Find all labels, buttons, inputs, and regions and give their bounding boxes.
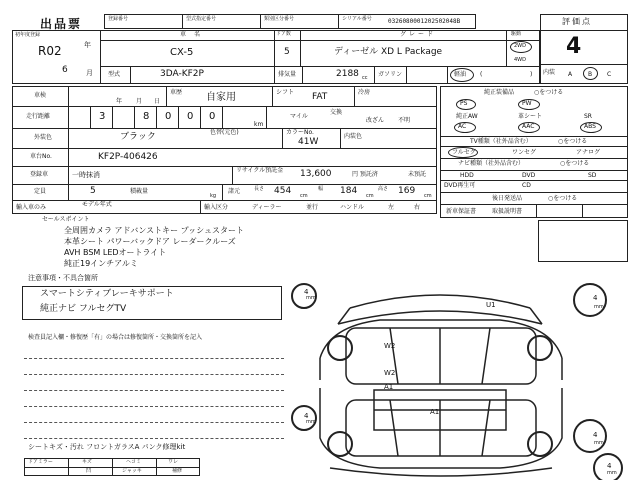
sales-point-line: 全周囲カメラ アドバンストキー プッシュスタート (64, 226, 244, 235)
car-name-label: 車名 (180, 31, 209, 38)
sales-points-label: セールスポイント (42, 216, 90, 223)
note-line: 純正ナビ フルセグTV (40, 304, 127, 314)
reg-no-label: 登録番号 (108, 16, 129, 22)
interior-color-label: 内装色 (344, 133, 363, 140)
sales-point-line: 純正19インチアルミ (64, 259, 138, 268)
tire-depth: 4 (593, 294, 598, 302)
doors-value: 5 (284, 47, 290, 57)
grade-name: ディーゼル XD L Package (334, 47, 443, 57)
score-label: 評価点 (562, 17, 592, 26)
reg-value: 一時抹消 (72, 171, 100, 179)
damage-mark: A1 (430, 408, 440, 416)
equip-item: 純正AW (456, 113, 478, 120)
category-label: 類別区分番号 (264, 16, 295, 22)
drive-label: 駆動 (511, 31, 522, 37)
displacement-value: 2188 (336, 69, 359, 79)
serial-number: 0326080001202502048B (388, 18, 461, 25)
displacement-label: 排気量 (278, 71, 297, 78)
usage-value: 自家用 (206, 92, 236, 103)
usage-label: 車歴 (170, 89, 183, 96)
mileage-digit: 8 (143, 111, 150, 122)
nav-option: HDD (460, 172, 474, 179)
drive-2wd: 2WD (514, 43, 526, 49)
recycle-label: リサイクル預託金 (236, 167, 284, 174)
note-line: スマートシティブレーキサポート (40, 289, 174, 299)
drive-4wd: 4WD (514, 57, 526, 63)
color-label: 外装色 (34, 134, 53, 141)
tire-depth: 4 (593, 431, 598, 439)
recycle-not: 未預託 (408, 171, 427, 178)
car-damage-diagram (290, 268, 640, 480)
mileage-unit: km (254, 121, 264, 128)
tv-option: アナログ (576, 149, 601, 156)
length-value: 454 (274, 186, 292, 196)
equip-item: PS (460, 100, 468, 107)
sales-point-line: AVH BSM LEDオートライト (64, 248, 167, 257)
nav-label: ナビ種類（社外品含む） (458, 160, 525, 167)
capacity-label: 定員 (34, 188, 47, 195)
sales-point-line: 本革シート パワーバックドア レーダークルーズ (64, 237, 236, 246)
damage-mark: W2 (384, 369, 396, 377)
damage-mark: U1 (486, 301, 496, 309)
meter-unknown: 不明 (398, 117, 411, 124)
tv-option: ワンセグ (512, 149, 537, 156)
color-code: 41W (298, 137, 319, 147)
equip-item: AAC (522, 123, 535, 130)
tire-depth: 4 (607, 462, 612, 470)
model-year-label: モデル年式 (82, 201, 112, 208)
mileage-digit: 0 (209, 111, 216, 122)
import-type-label: 輸入区分 (204, 204, 229, 211)
dvd-label: DVD再生可 (444, 182, 476, 189)
first-reg-month-unit: 月 (86, 69, 93, 77)
load-label: 積載量 (130, 188, 149, 195)
first-reg-era: R02 (38, 44, 62, 58)
first-reg-label: 初年度登録 (15, 32, 41, 38)
model-code: 3DA-KF2P (160, 69, 204, 79)
color-change-label: 色替(元色) (210, 129, 239, 136)
equipment-title: 純正装備品 (484, 89, 515, 96)
model-approval-label: 型式指定番号 (186, 16, 217, 22)
import-label: 輸入車のみ (16, 204, 47, 211)
interior-c: C (607, 71, 612, 78)
bottom-note: シートキズ・汚れ フロントガラスA パンク修理kit (28, 443, 186, 451)
dimensions-label: 諸元 (228, 188, 241, 195)
blank-box (538, 220, 628, 262)
notes-label: 注意事項・不具合箇所 (28, 274, 98, 282)
interior-label: 内装 (543, 69, 556, 76)
chassis-value: KF2P-406426 (98, 152, 158, 162)
equip-item: ABS (584, 123, 596, 130)
recycle-paid: 円 預託済 (352, 171, 378, 178)
width-value: 184 (340, 186, 358, 196)
chassis-label: 車台No. (30, 153, 52, 160)
reg-label: 登録車 (30, 171, 49, 178)
new-warranty: 新車保証書 (446, 208, 477, 215)
doors-label: ドア数 (276, 31, 291, 37)
mileage-digit: 3 (99, 111, 106, 122)
inspection-label: 車検 (34, 92, 47, 99)
nav-option: DVD (522, 172, 536, 179)
first-reg-year-unit: 年 (84, 41, 91, 49)
inspector-label: 検査員記入欄・修復歴「有」の場合は修復箇所・交換箇所を記入 (28, 334, 203, 341)
color-code-label: カラーNo. (286, 129, 314, 136)
equip-item: SR (584, 113, 592, 120)
equip-item: 革シート (518, 113, 543, 120)
grade-label: グレード (400, 31, 437, 38)
height-value: 169 (398, 186, 416, 196)
fuel-gas: ガソリン (378, 71, 403, 78)
nav-option: SD (588, 172, 597, 179)
score-value: 4 (566, 34, 582, 59)
first-reg-month: 6 (62, 65, 68, 75)
shift-label: シフト (276, 89, 295, 96)
recycle-amount: 13,600 (300, 169, 332, 179)
damage-mark: W2 (384, 342, 396, 350)
fuel-diesel: 軽油 (454, 71, 467, 78)
ac-label: 冷房 (358, 89, 371, 96)
mileage-digit: 0 (187, 111, 194, 122)
mile-label: マイル (290, 113, 308, 120)
meter-swap: 交換 (330, 109, 343, 116)
color-value: ブラック (120, 132, 156, 142)
page-title: 出品票 (40, 17, 83, 31)
interior-a: A (568, 71, 573, 78)
tire-depth: 4 (304, 412, 309, 420)
tire-depth: 4 (304, 288, 309, 296)
manual: 取扱説明書 (492, 208, 523, 215)
serial-label: シリアル番号 (342, 16, 372, 22)
mileage-label: 走行距離 (26, 113, 51, 120)
meter-back: 改ざん (366, 117, 385, 124)
capacity-value: 5 (90, 186, 96, 196)
car-name: CX-5 (170, 47, 194, 58)
model-code-label: 型式 (108, 71, 121, 78)
tv-option: フルセグ (452, 149, 476, 156)
interior-b: B (588, 71, 593, 78)
equip-item: PW (522, 100, 532, 107)
after-label: 後日発送品 (492, 195, 523, 202)
shift-value: FAT (312, 92, 328, 102)
damage-mark: A1 (384, 383, 394, 391)
equip-item: AC (458, 123, 467, 130)
tv-label: TV種類（社外品含む） (470, 138, 532, 145)
displacement-unit: cc (362, 75, 368, 81)
mileage-digit: 0 (165, 111, 172, 122)
